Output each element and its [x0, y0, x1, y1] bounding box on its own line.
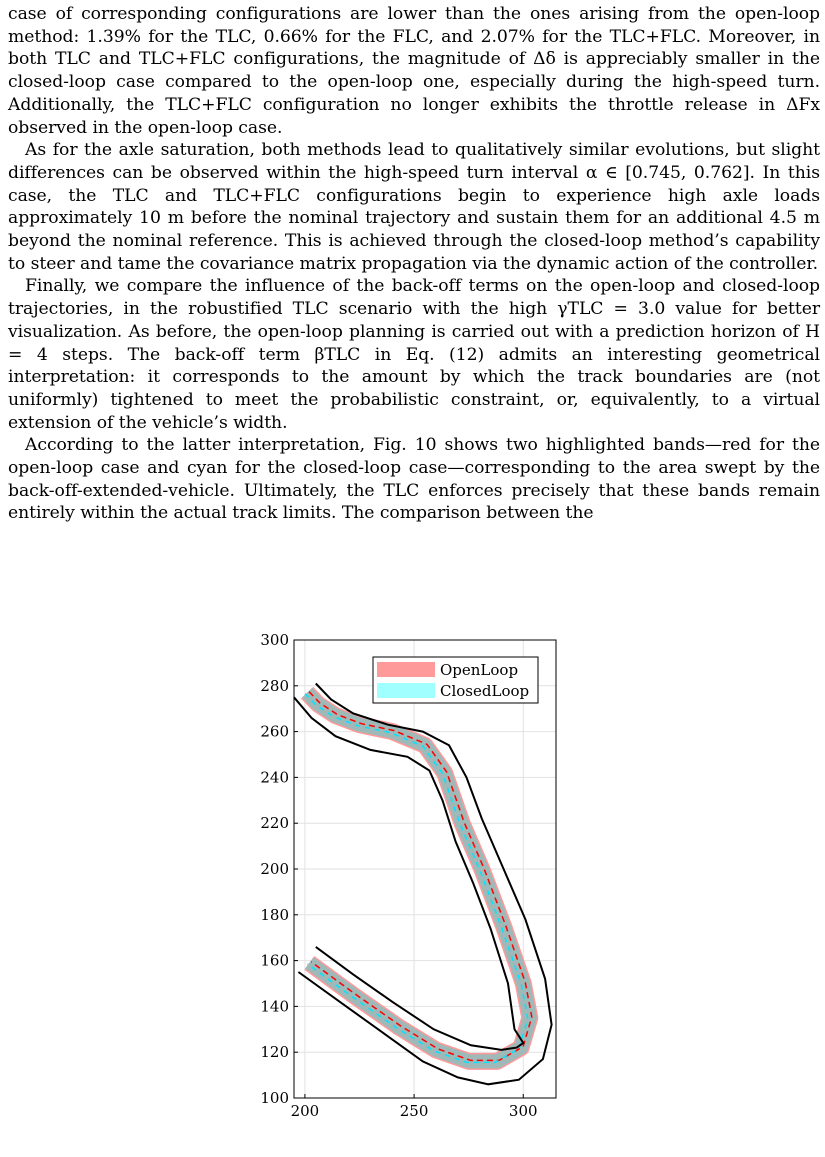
- y-tick-label: 120: [260, 1043, 289, 1062]
- y-tick-label: 260: [260, 722, 289, 741]
- y-tick-label: 220: [260, 814, 289, 833]
- x-tick-label: 300: [508, 1102, 538, 1118]
- paragraph-1: case of corresponding configurations are lower than the ones arising from the open-loop method: 1.39% for the TLC, 0.66% for the FLC, and 2.07% for the TLC+FLC. Moreover, in both TLC and TLC+FLC configurations, the magnitude of Δδ is appreciably smaller in the closed-loop case compared to the open-loop one, especially during the high-speed turn. Additionally, the TLC+FLC configuration no longer exhibits the throttle release in ΔFx observed in the open-loop case.: [8, 4, 820, 138]
- legend-label-closed-loop: ClosedLoop: [440, 682, 530, 700]
- legend-swatch-open-loop: [377, 662, 435, 677]
- track-plot-svg: [250, 628, 570, 1118]
- legend-swatch-closed-loop: [377, 683, 435, 698]
- x-tick-label: 250: [399, 1102, 429, 1118]
- y-tick-label: 300: [260, 631, 289, 649]
- body-text: [8, 3, 820, 525]
- paragraph-4: According to the latter interpretation, Fig. 10 shows two highlighted bands—red for the open-loop case and cyan for the closed-loop case—corresponding to the area swept by the back-off-extended-vehicle. Ultimately, the TLC enforces precisely that these bands remain entirely within the actual track limits. The comparison between the: [8, 435, 820, 524]
- y-tick-label: 160: [260, 951, 289, 970]
- y-tick-label: 280: [260, 676, 289, 695]
- paragraph-2: As for the axle saturation, both methods lead to qualitatively similar evolutions, but slight differences can be observed within the high-speed turn interval α ∈ [0.745, 0.762]. In this case, the TLC and TLC+FLC configurations begin to experience high axle loads approximately 10 m before the nominal trajectory and sustain them for an additional 4.5 m beyond the nominal reference. This is achieved through the closed-loop method’s capability to steer and tame the covariance matrix propagation via the dynamic action of the controller.: [8, 140, 820, 274]
- paragraph-3: Finally, we compare the influence of the back-off terms on the open-loop and closed-loop trajectories, in the robustified TLC scenario with the high γTLC = 3.0 value for better visualization. As before, the open-loop planning is carried out with a prediction horizon of H = 4 steps. The back-off term βTLC in Eq. (12) admits an interesting geometrical interpretation: it corresponds to the amount by which the track boundaries are (not uniformly) tightened to meet the probabilistic constraint, or, equivalently, to a virtual extension of the vehicle’s width.: [8, 276, 820, 433]
- y-tick-label: 240: [260, 768, 289, 787]
- y-tick-label: 180: [260, 905, 289, 924]
- legend-label-open-loop: OpenLoop: [440, 661, 519, 679]
- figure-track-plot: [250, 628, 570, 1118]
- y-tick-label: 140: [260, 997, 289, 1016]
- y-tick-label: 200: [260, 860, 289, 878]
- y-tick-label: 100: [260, 1089, 289, 1107]
- x-tick-label: 200: [290, 1102, 320, 1118]
